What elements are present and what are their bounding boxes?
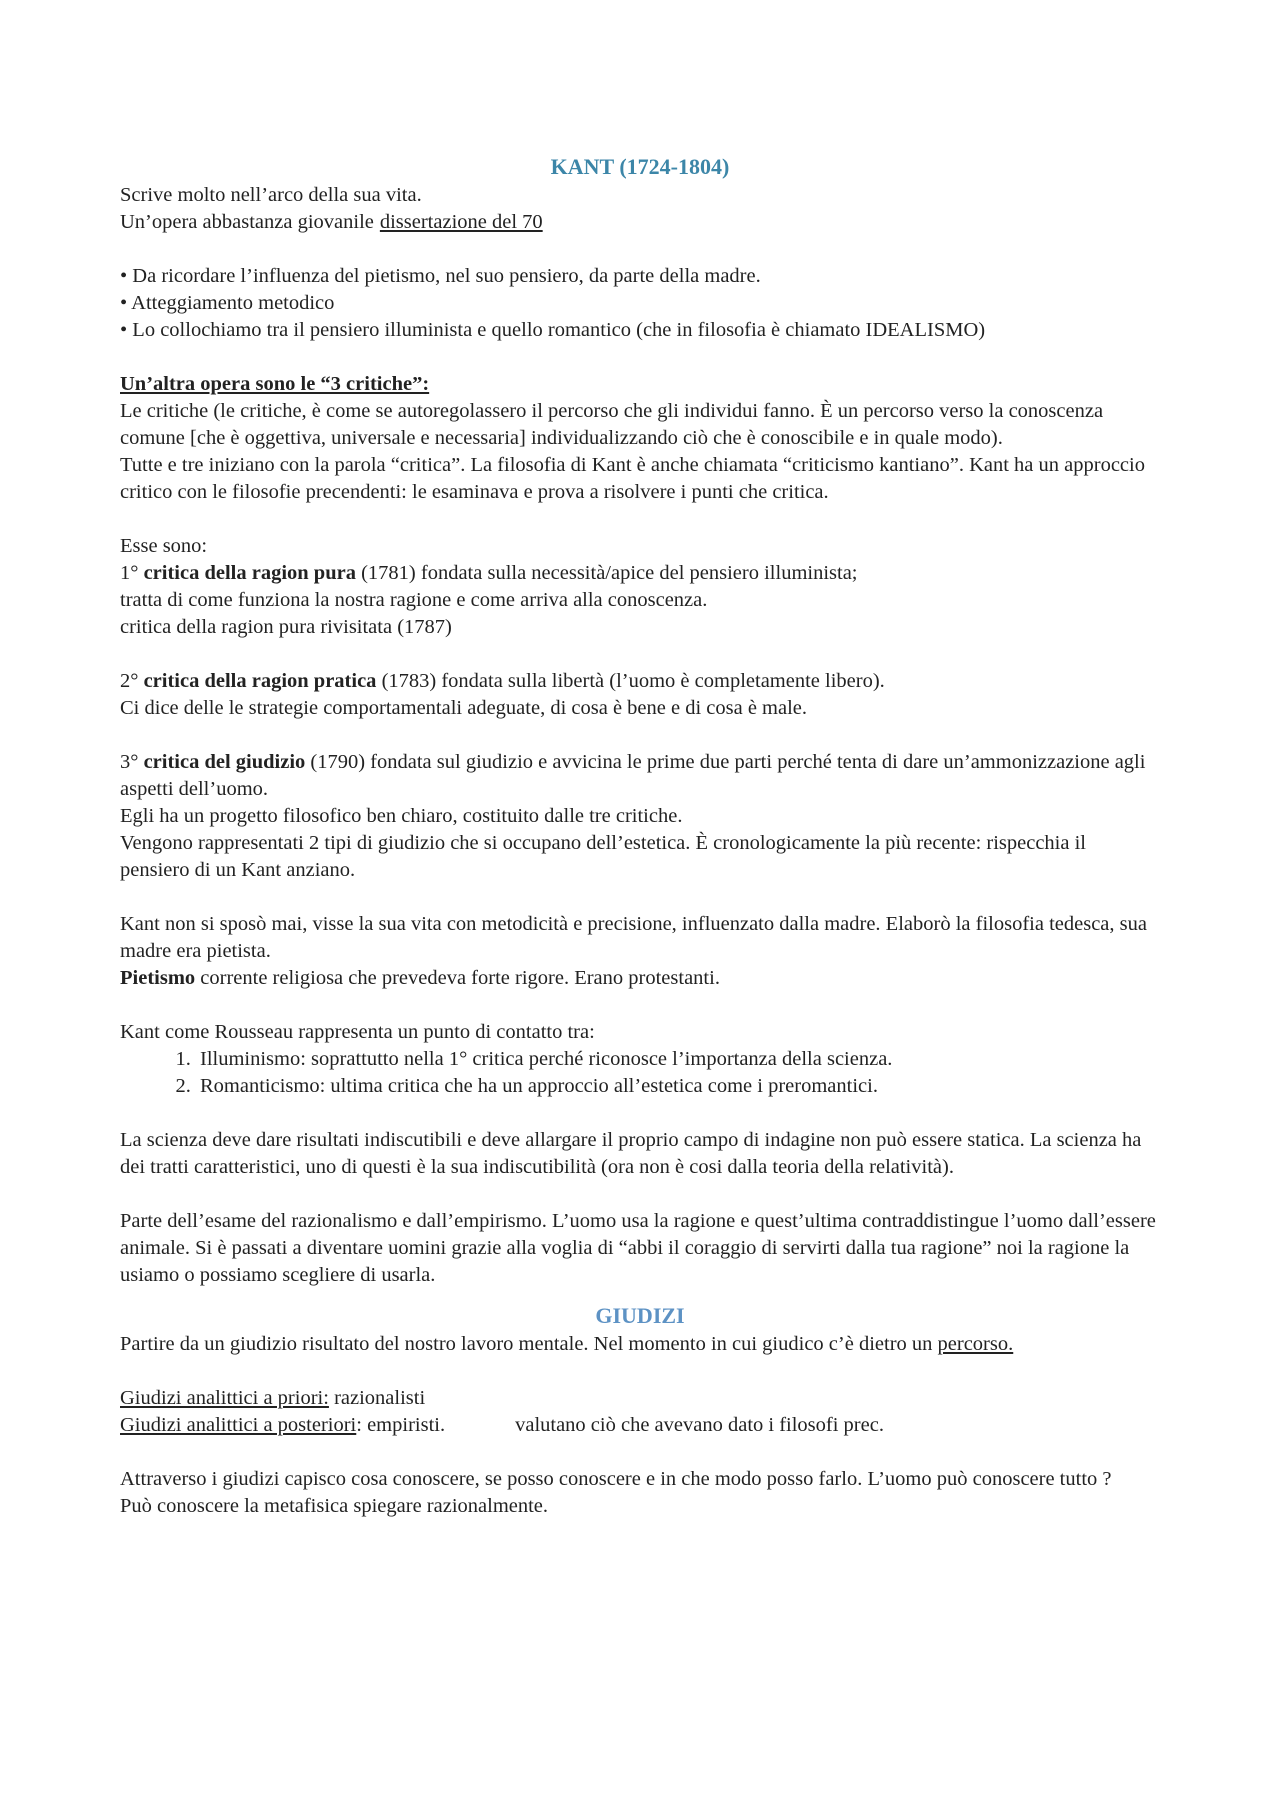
list-item: 2. Romanticismo: ultima critica che ha un approccio all’estetica come i preromantici. [196, 1073, 1160, 1100]
pietismo-term: Pietismo [120, 967, 196, 989]
list-item: 1. Illuminismo: soprattutto nella 1° critica perché riconosce l’importanza della scienza. [196, 1046, 1160, 1073]
giudizi-a-posteriori: Giudizi analittici a posteriori [120, 1414, 357, 1436]
giudizi-a-posteriori-rest: : empiristi. [356, 1414, 446, 1436]
rousseau-intro: Kant come Rousseau rappresenta un punto di contatto tra: [120, 1021, 595, 1043]
giudizi-a-priori-rest: razionalisti [334, 1387, 426, 1409]
critica-2-rest: (1783) fondata sulla libertà (l’uomo è completamente libero). [381, 670, 885, 692]
critica-1-line-2: tratta di come funziona la nostra ragione e come arriva alla conoscenza. [120, 589, 708, 611]
critica-3-name: critica del giudizio [143, 751, 306, 773]
critica-1-num: 1° [120, 562, 139, 584]
razionalismo-paragraph: Parte dell’esame del razionalismo e dall’empirismo. L’uomo usa la ragione e quest’ultima contraddistingue l’uomo dall’essere animale. Si è passati a diventare uomini grazie alla voglia di “abbi il coraggio di servirti dalla tua ragione” noi la ragione la usiamo o possiamo scegliere di usarla. [120, 1210, 1156, 1286]
intro-underlined: dissertazione del 70 [379, 211, 543, 233]
scienza-paragraph: La scienza deve dare risultati indiscutibili e deve allargare il proprio campo di indagine non può essere statica. La scienza ha dei tratti caratteristici, uno di questi è la sua indiscutibilità (ora non è cosi dalla teoria della relatività). [120, 1129, 1142, 1178]
critica-2-name: critica della ragion pratica [143, 670, 377, 692]
document-body [120, 152, 1160, 1520]
giudizi-intro [120, 1331, 1160, 1358]
giudizi-paragraph-1: Attraverso i giudizi capisco cosa conoscere, se posso conoscere e in che modo posso farlo. L’uomo può conoscere tutto ? [120, 1468, 1112, 1490]
bullet-item: • Da ricordare l’influenza del pietismo, nel suo pensiero, da parte della madre. [120, 265, 761, 287]
pietismo-line [120, 965, 1160, 992]
critica-3-num: 3° [120, 751, 139, 773]
giudizi-title: GIUDIZI [595, 1303, 685, 1328]
giudizi-note: valutano ciò che avevano dato i filosofi prec. [515, 1414, 884, 1436]
critica-3-line [120, 749, 1160, 803]
critica-1-name: critica della ragion pura [143, 562, 356, 584]
giudizi-paragraph-2: Può conoscere la metafisica spiegare razionalmente. [120, 1495, 549, 1517]
critica-3-line-3: Vengono rappresentati 2 tipi di giudizio che si occupano dell’estetica. È cronologicamente la più recente: rispecchia il pensiero di un Kant anziano. [120, 832, 1086, 881]
esse-sono: Esse sono: [120, 535, 208, 557]
critica-3-line-2: Egli ha un progetto filosofico ben chiaro, costituito dalle tre critiche. [120, 805, 683, 827]
bullet-item: • Atteggiamento metodico [120, 292, 335, 314]
critica-2-num: 2° [120, 670, 139, 692]
pietismo-definition: corrente religiosa che prevedeva forte rigore. Erano protestanti. [200, 967, 720, 989]
bio-paragraph: Kant non si sposò mai, visse la sua vita con metodicità e precisione, influenzato dalla madre. Elaborò la filosofia tedesca, sua madre era pietista. [120, 913, 1147, 962]
giudizi-line-2 [120, 1412, 1160, 1439]
bullet-item: • Lo collochiamo tra il pensiero illuminista e quello romantico (che in filosofia è chiamato IDEALISMO) [120, 319, 986, 341]
page-title: KANT (1724-1804) [550, 154, 730, 179]
critica-1-line-3: critica della ragion pura rivisitata (1787) [120, 616, 452, 638]
critica-1-rest: (1781) fondata sulla necessità/apice del pensiero illuminista; [361, 562, 858, 584]
giudizi-intro-underlined: percorso. [937, 1333, 1014, 1355]
giudizi-intro-text: Partire da un giudizio risultato del nostro lavoro mentale. Nel momento in cui giudico c’è dietro un [120, 1333, 933, 1355]
critiche-heading: Un’altra opera sono le “3 critiche”: [120, 373, 430, 395]
critica-2-line-2: Ci dice delle le strategie comportamentali adeguate, di cosa è bene e di cosa è male. [120, 697, 808, 719]
giudizi-a-priori: Giudizi analittici a priori: [120, 1387, 329, 1409]
critica-3-rest: (1790) fondata sul giudizio e avvicina le prime due parti perché tenta di dare un’ammonizzazione agli aspetti dell’uomo. [120, 751, 1146, 800]
critiche-paragraph-2: Tutte e tre iniziano con la parola “critica”. La filosofia di Kant è anche chiamata “criticismo kantiano”. Kant ha un approccio critico con le filosofie precendenti: le esaminava e prova a risolvere i punti che critica. [120, 454, 1145, 503]
intro-line-2 [120, 209, 1160, 236]
intro-line-1: Scrive molto nell’arco della sua vita. [120, 184, 422, 206]
critica-2-line [120, 668, 1160, 695]
rousseau-list [120, 1046, 1160, 1100]
giudizi-line-1 [120, 1385, 1160, 1412]
intro-line-2-text: Un’opera abbastanza giovanile [120, 211, 374, 233]
critiche-paragraph-1: Le critiche (le critiche, è come se autoregolassero il percorso che gli individui fanno. È un percorso verso la conoscenza comune [che è oggettiva, universale e necessaria] individualizzando ciò che è conoscibile e in quale modo). [120, 400, 1104, 449]
critica-1-line [120, 560, 1160, 587]
